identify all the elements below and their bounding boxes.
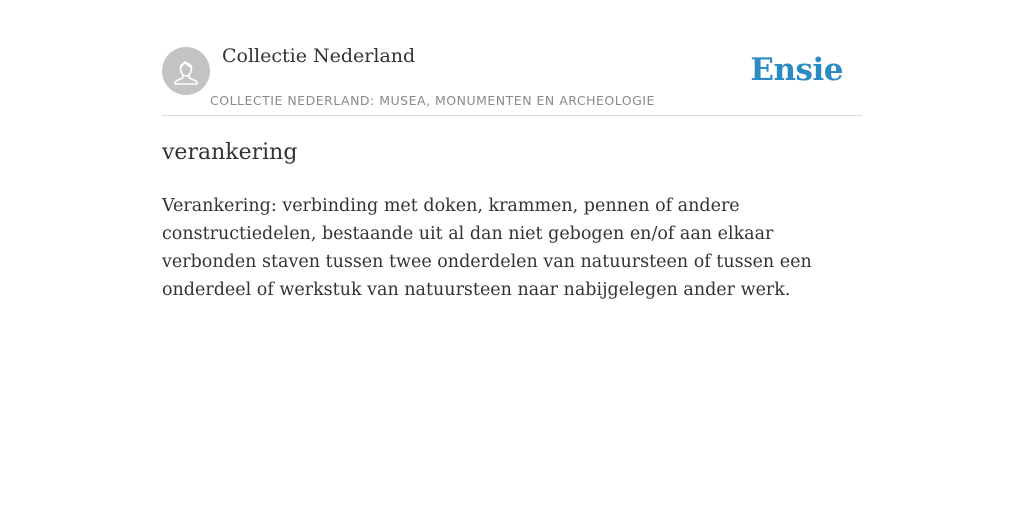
ensie-logo[interactable]: Ensie (750, 52, 843, 88)
avatar[interactable] (162, 47, 210, 95)
content-container (162, 0, 862, 300)
entry-term: verankering (162, 140, 298, 165)
user-outline-icon (162, 47, 210, 95)
entry-definition: Verankering: verbinding met doken, krammen, pennen of andere constructiedelen, bestaande uit al dan niet gebogen en/of aan elkaar verbonden staven tussen twee onderdelen van natuursteen of tussen een onderdeel of werkstuk van natuursteen naar nabijgelegen ander werk. (162, 196, 812, 300)
author-name[interactable]: Collectie Nederland (222, 45, 416, 67)
collection-name[interactable]: COLLECTIE NEDERLAND: MUSEA, MONUMENTEN EN ARCHEOLOGIE (210, 93, 655, 108)
entry-header (162, 0, 862, 116)
